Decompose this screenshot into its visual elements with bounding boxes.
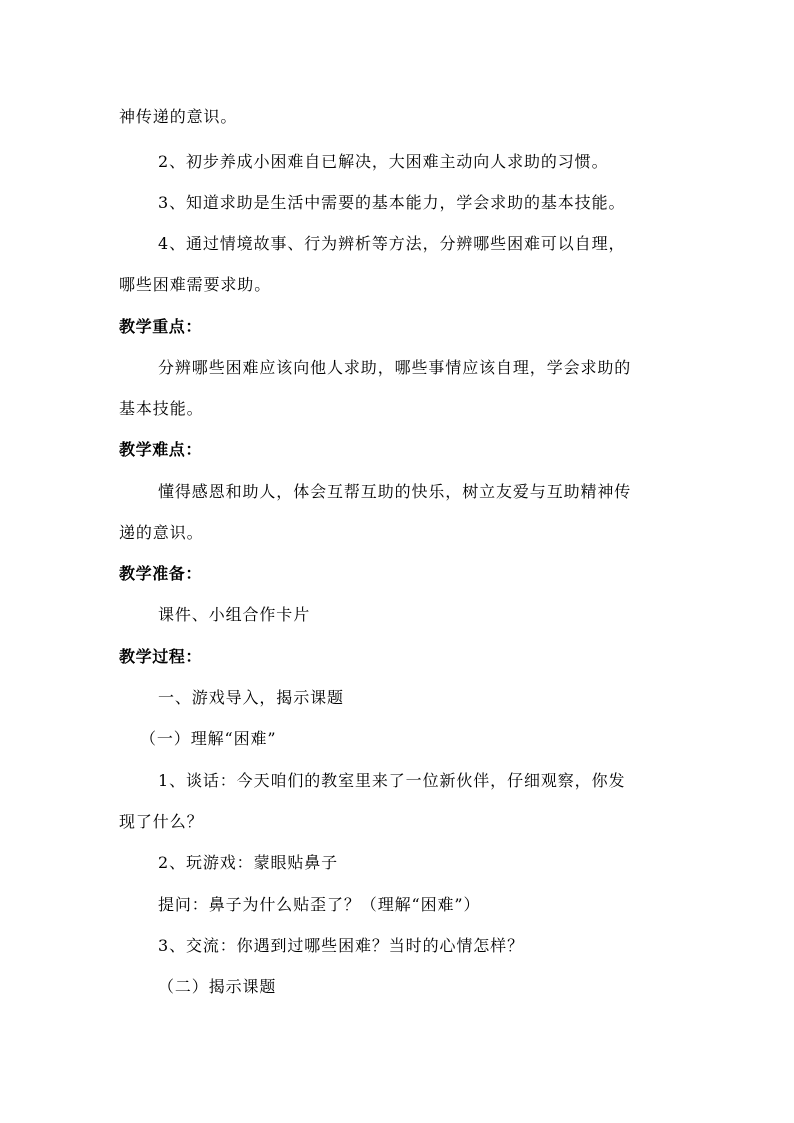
process-heading: 教学过程： xyxy=(119,647,203,666)
objective-4-line-2: 哪些困难需要求助。 xyxy=(119,275,272,294)
key-points-line-2: 基本技能。 xyxy=(119,399,204,418)
key-points-heading: 教学重点： xyxy=(119,317,203,336)
subsection-1-title: （一）理解“困难” xyxy=(140,729,277,748)
subsection-2-title: （二）揭示课题 xyxy=(158,977,277,996)
difficulty-heading: 教学难点： xyxy=(119,440,203,459)
objective-3: 3、知道求助是生活中需要的基本能力，学会求助的基本技能。 xyxy=(158,193,626,212)
step-1-line-2: 现了什么？ xyxy=(119,812,204,831)
paragraph-continuation: 神传递的意识。 xyxy=(119,107,238,126)
step-2: 2、玩游戏：蒙眼贴鼻子 xyxy=(158,853,339,872)
objective-4-line-1: 4、通过情境故事、行为辨析等方法，分辨哪些困难可以自理， xyxy=(158,234,626,253)
difficulty-line-1: 懂得感恩和助人，体会互帮互助的快乐，树立友爱与互助精神传 xyxy=(158,482,632,501)
step-2-question: 提问：鼻子为什么贴歪了？（理解“困难”） xyxy=(158,895,481,914)
key-points-line-1: 分辨哪些困难应该向他人求助，哪些事情应该自理，学会求助的 xyxy=(158,358,632,377)
difficulty-line-2: 递的意识。 xyxy=(119,523,204,542)
section-1-title: 一、游戏导入，揭示课题 xyxy=(158,688,344,707)
preparation-line: 课件、小组合作卡片 xyxy=(158,605,311,624)
preparation-heading: 教学准备： xyxy=(119,564,203,583)
step-3: 3、交流：你遇到过哪些困难？当时的心情怎样？ xyxy=(158,936,524,955)
objective-2: 2、初步养成小困难自已解决，大困难主动向人求助的习惯。 xyxy=(158,152,609,171)
step-1-line-1: 1、谈话：今天咱们的教室里来了一位新伙伴，仔细观察，你发 xyxy=(158,771,626,790)
